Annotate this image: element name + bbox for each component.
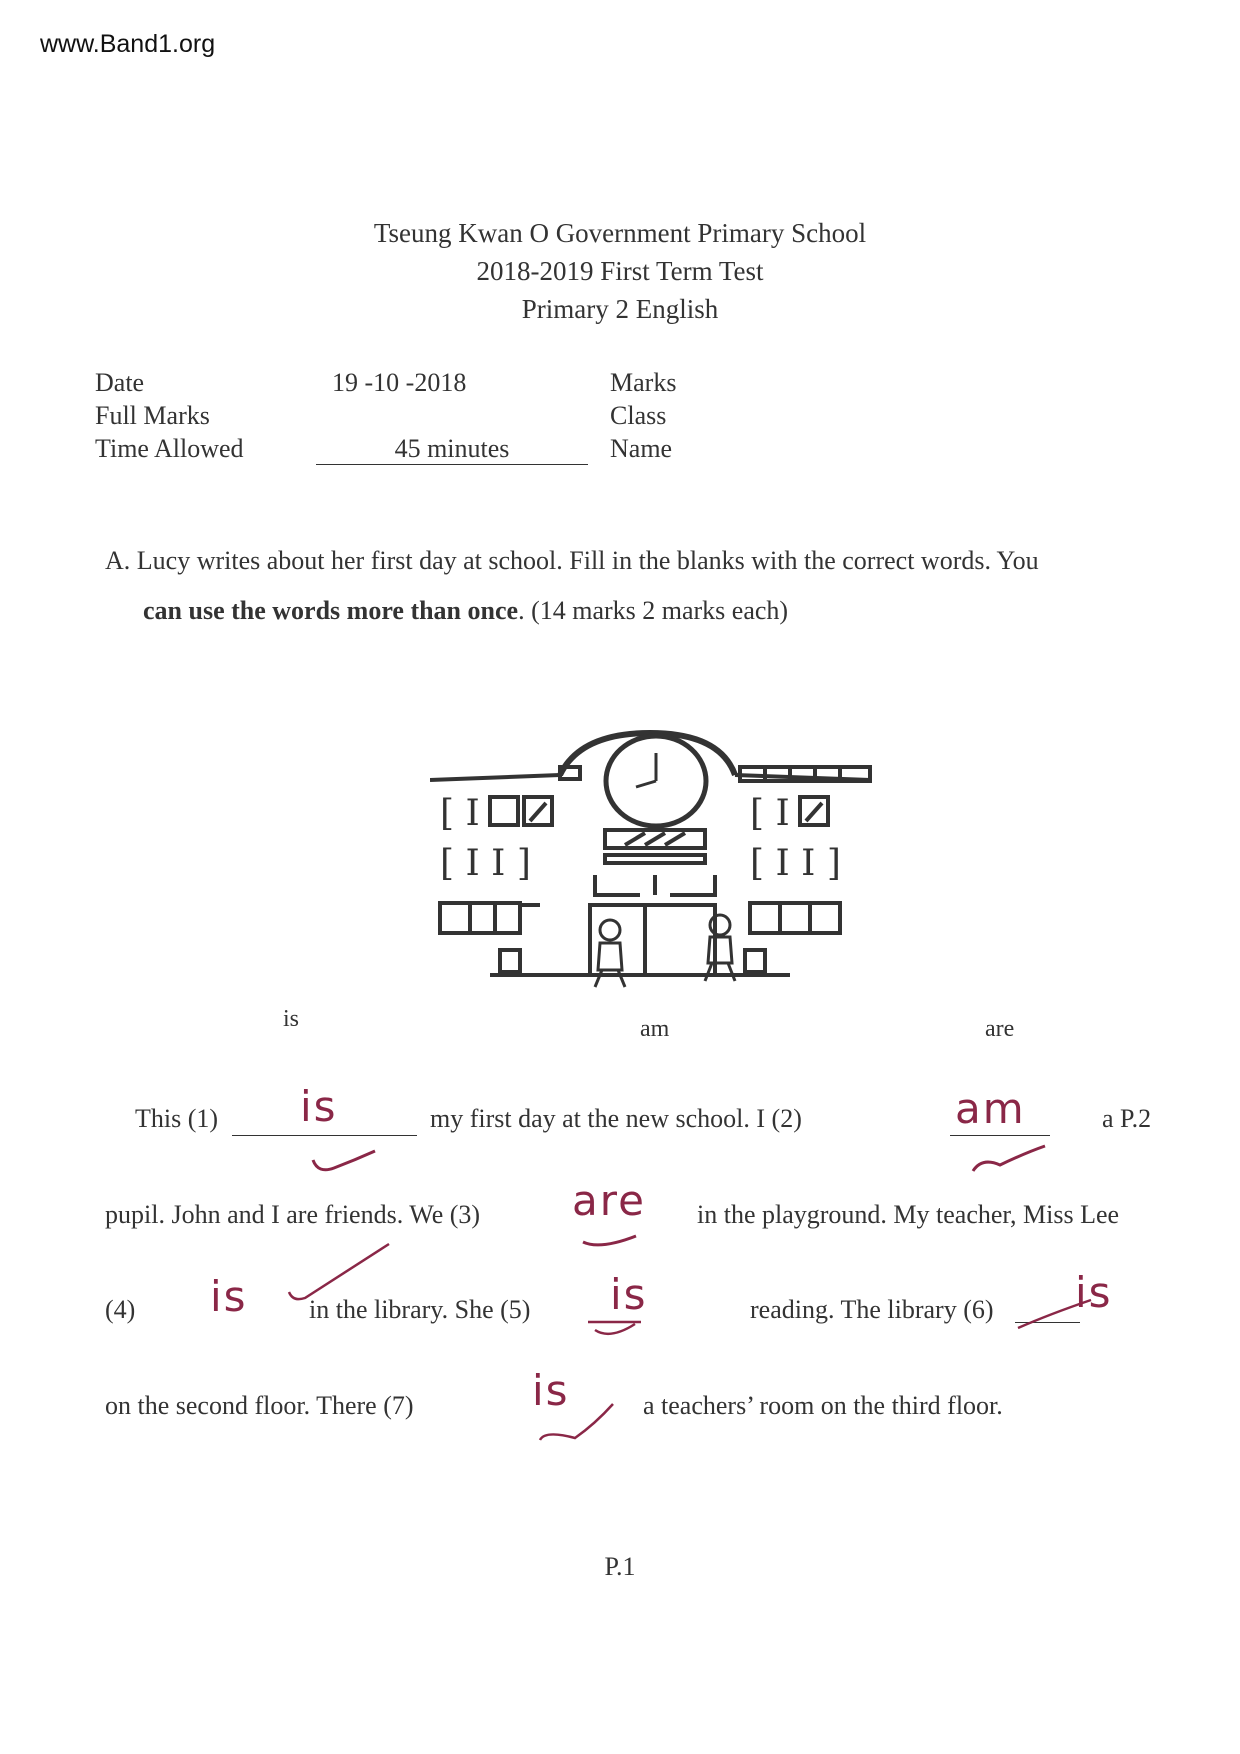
- passage-s4-end: a teachers’ room on the third floor.: [643, 1391, 1003, 1420]
- svg-text:[ I: [ I: [440, 793, 480, 834]
- passage-s2-start: pupil. John and I are friends. We (3): [105, 1200, 481, 1229]
- svg-text:[ I: [ I: [750, 793, 790, 834]
- word-bank-is: is: [283, 1006, 300, 1032]
- test-title: 2018-2019 First Term Test: [476, 256, 764, 286]
- svg-text:[ I I ]: [ I I ]: [440, 843, 531, 884]
- answer-3: are: [572, 1176, 646, 1225]
- tick-mark-6: [1015, 1296, 1095, 1336]
- school-building-illustration: [430, 725, 880, 995]
- tick-mark-1: [310, 1148, 380, 1178]
- passage-s3-mid: in the library. She (5): [309, 1295, 531, 1324]
- instruction-intro: A. Lucy writes about her first day at school. Fill in the blanks with the correct words. You: [105, 546, 1039, 575]
- full-marks-label: Full Marks: [95, 401, 210, 430]
- class-label: Class: [610, 401, 667, 430]
- tick-mark-2: [970, 1143, 1050, 1178]
- answer-5: is: [610, 1270, 648, 1319]
- blank-2-line[interactable]: [950, 1135, 1050, 1136]
- answer-1: is: [300, 1082, 338, 1131]
- word-bank-am: am: [640, 1016, 670, 1042]
- answer-4: is: [210, 1272, 248, 1321]
- svg-text:[ I I ]: [ I I ]: [750, 843, 841, 884]
- tick-mark-7: [535, 1400, 615, 1445]
- passage-s1-end: a P.2: [1102, 1104, 1152, 1133]
- time-allowed-value: 45 minutes: [316, 434, 588, 465]
- answer-6: is: [1075, 1268, 1113, 1317]
- watermark-url: www.Band1.org: [40, 30, 216, 58]
- tick-mark-3: [580, 1232, 640, 1252]
- school-name: Tseung Kwan O Government Primary School: [373, 218, 867, 248]
- blank-1-line[interactable]: [232, 1135, 417, 1136]
- marks-label: Marks: [610, 368, 677, 397]
- instruction-bold: can use the words more than once: [143, 596, 519, 625]
- date-value: 19 -10 -2018: [332, 368, 467, 397]
- page-number: P.1: [604, 1552, 636, 1581]
- answer-7: is: [532, 1366, 570, 1415]
- date-label: Date: [95, 368, 145, 397]
- passage-s3-end: reading. The library (6): [750, 1295, 994, 1324]
- tick-mark-4: [285, 1240, 395, 1310]
- answer-2: am: [955, 1084, 1026, 1133]
- instruction-rest: . (14 marks 2 marks each): [518, 596, 789, 625]
- passage-s1-mid: my first day at the new school. I (2): [430, 1104, 802, 1133]
- tick-mark-5: [585, 1318, 645, 1342]
- time-allowed-label: Time Allowed: [95, 434, 244, 463]
- subject-title: Primary 2 English: [521, 294, 719, 324]
- name-label: Name: [610, 434, 673, 463]
- passage-s3-num4: (4): [105, 1295, 136, 1324]
- section-a-instruction: [105, 536, 1165, 636]
- passage-s2-end: in the playground. My teacher, Miss Lee: [697, 1200, 1120, 1229]
- passage-s1-start: This (1): [135, 1104, 219, 1133]
- passage-s4-start: on the second floor. There (7): [105, 1391, 414, 1420]
- word-bank-are: are: [985, 1016, 1015, 1042]
